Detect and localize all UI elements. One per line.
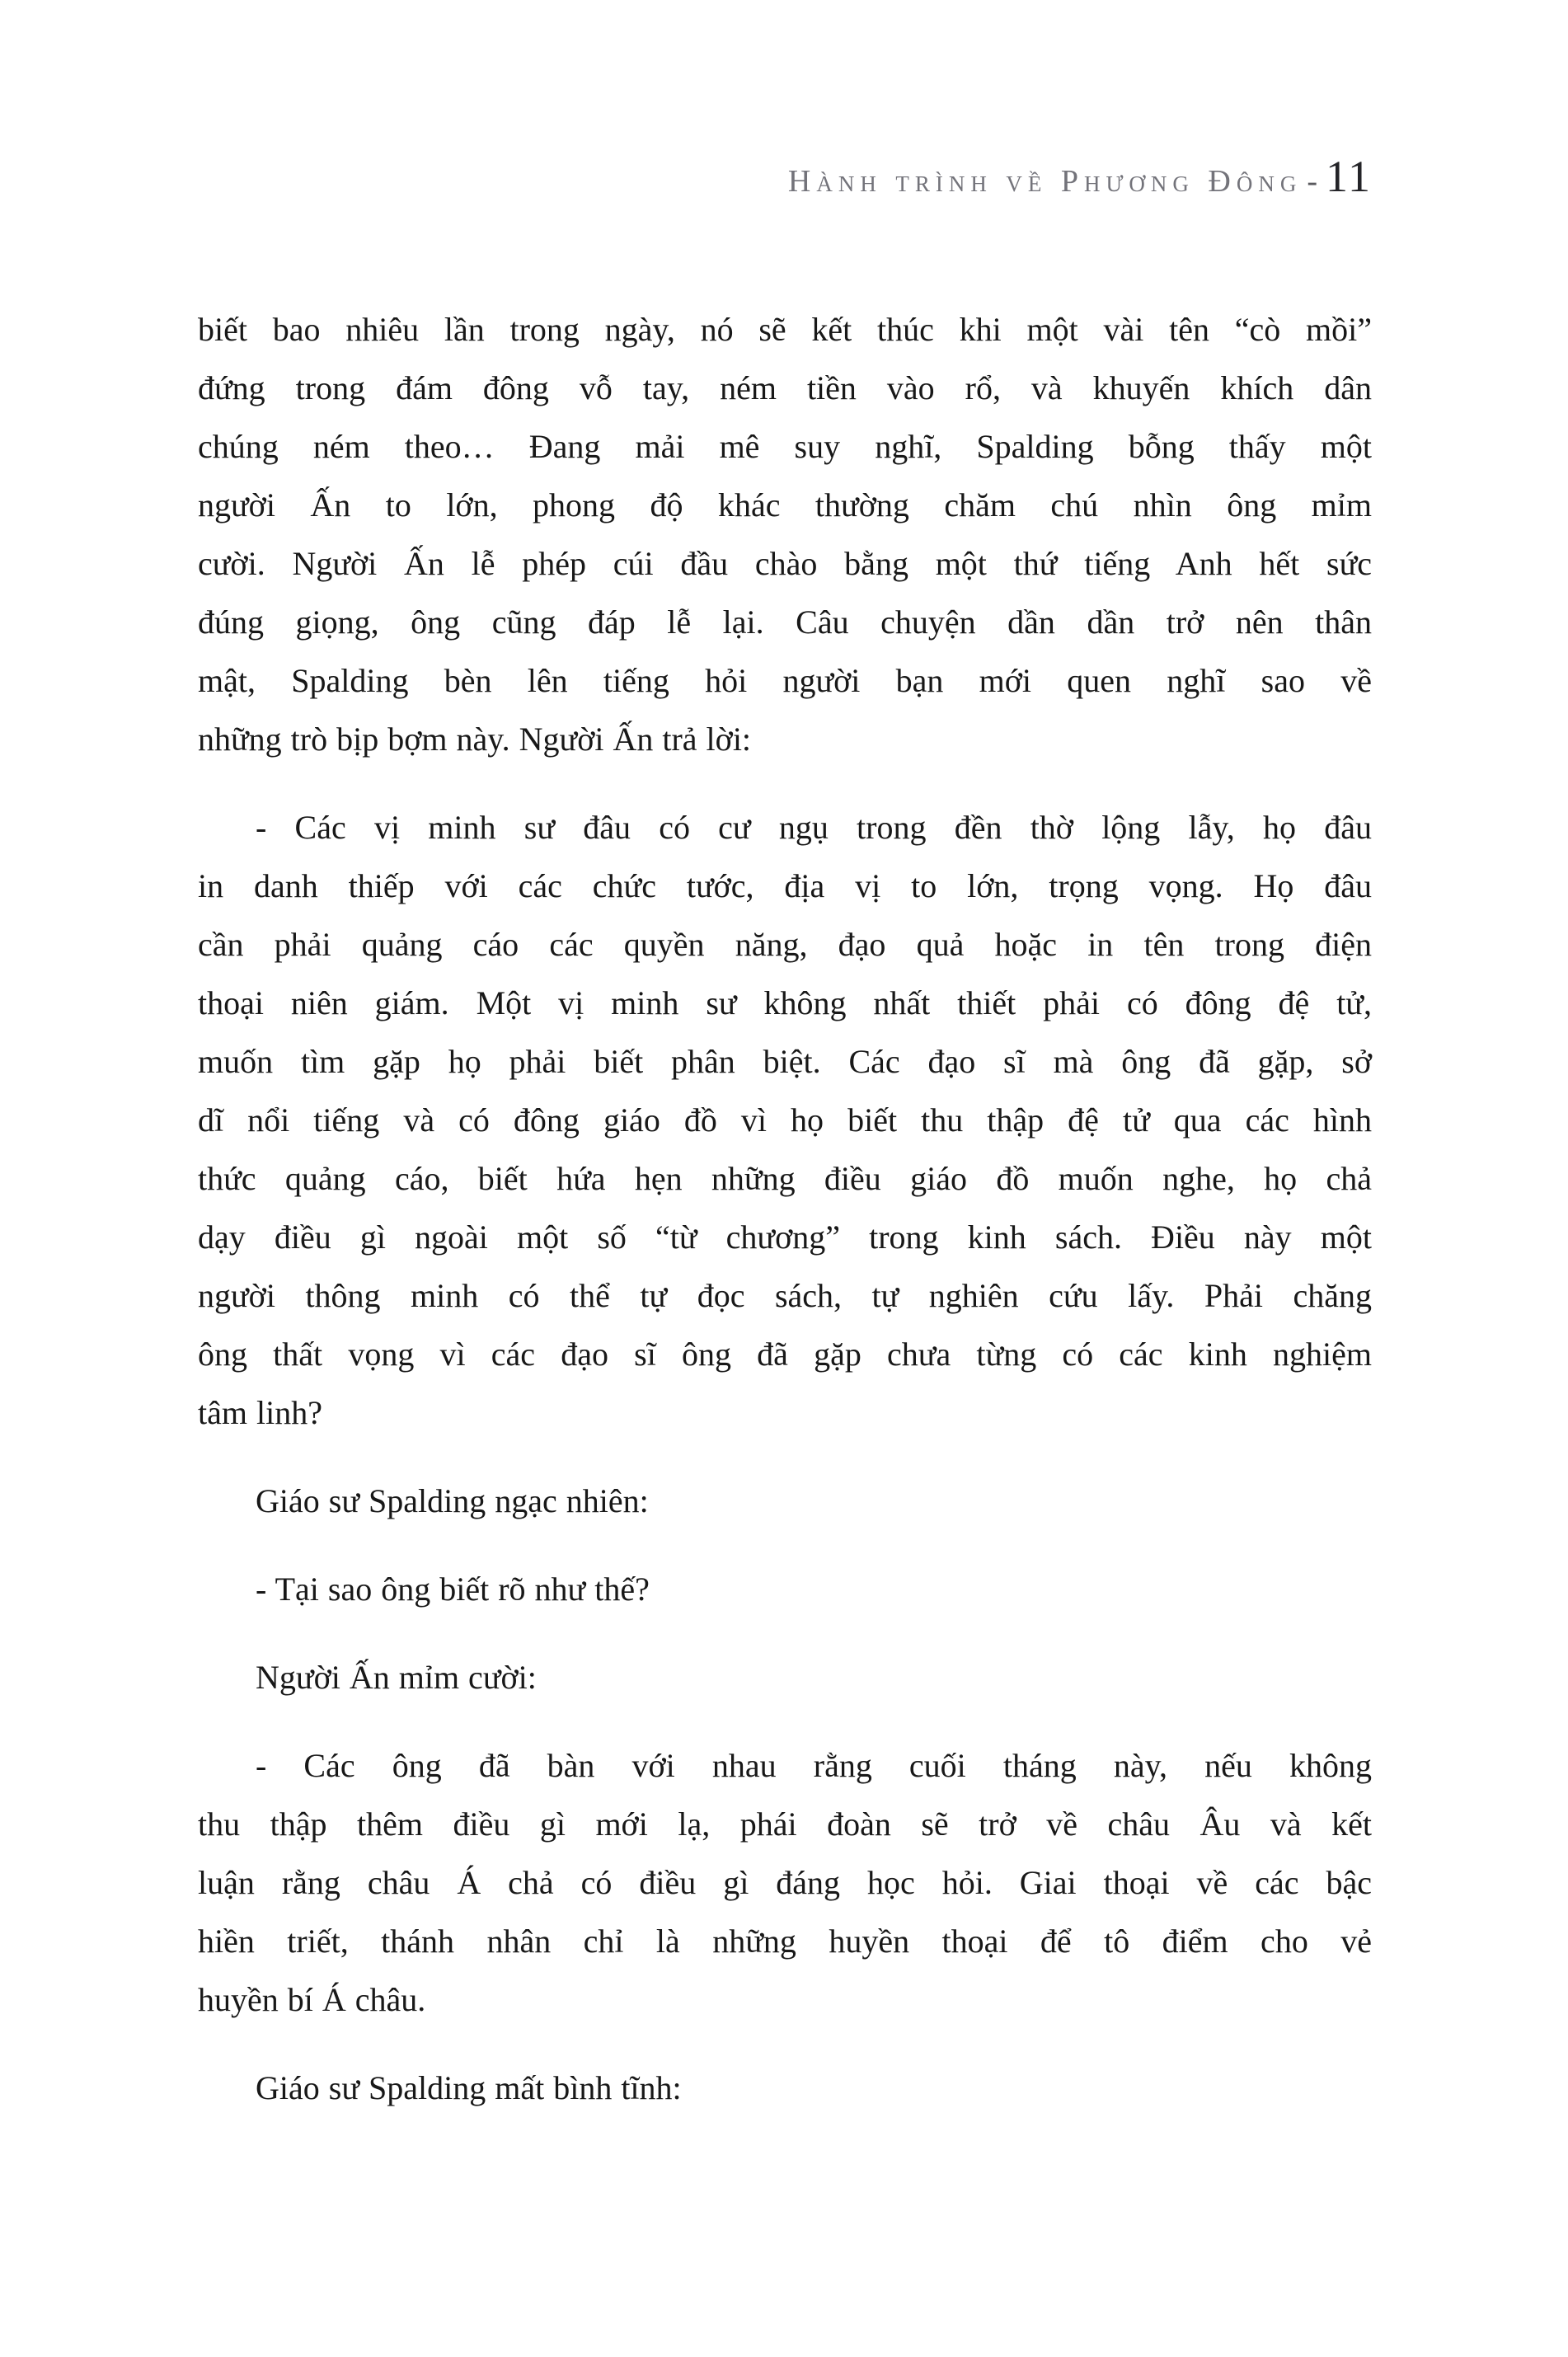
text-line: mật, Spalding bèn lên tiếng hỏi người bạn mới quen nghĩ sao về [198, 662, 1372, 699]
text-line: đúng giọng, ông cũng đáp lễ lại. Câu chuyện dần dần trở nên thân [198, 603, 1372, 641]
paragraph [198, 1736, 1372, 2029]
text-line: cần phải quảng cáo các quyền năng, đạo quả hoặc in tên trong điện [198, 926, 1372, 963]
header-book-title: Hành trình về Phương Đông [787, 164, 1303, 199]
text-line: người Ấn to lớn, phong độ khác thường chăm chú nhìn ông mỉm [198, 486, 1372, 524]
text-line: thu thập thêm điều gì mới lạ, phái đoàn sẽ trở về châu Âu và kết [198, 1805, 1372, 1843]
text-line: những trò bịp bợm này. Người Ấn trả lời: [198, 721, 752, 758]
text-line: đứng trong đám đông vỗ tay, ném tiền vào rổ, và khuyến khích dân [198, 369, 1372, 406]
page-number: 11 [1326, 152, 1372, 201]
text-line: hiền triết, thánh nhân chỉ là những huyền thoại để tô điểm cho vẻ [198, 1923, 1372, 1960]
paragraph [198, 1560, 1372, 1618]
text-line: tâm linh? [198, 1394, 322, 1431]
running-header [198, 153, 1372, 211]
text-line: dĩ nổi tiếng và có đông giáo đồ vì họ biết thu thập đệ tử qua các hình [198, 1101, 1372, 1139]
text-line: người thông minh có thể tự đọc sách, tự nghiên cứu lấy. Phải chăng [198, 1277, 1372, 1314]
text-line: thoại niên giám. Một vị minh sư không nhất thiết phải có đông đệ tử, [198, 984, 1372, 1021]
paragraph [198, 1472, 1372, 1530]
text-line: muốn tìm gặp họ phải biết phân biệt. Các đạo sĩ mà ông đã gặp, sở [198, 1043, 1372, 1080]
text-line: biết bao nhiêu lần trong ngày, nó sẽ kết thúc khi một vài tên “cò mồi” [198, 311, 1372, 348]
paragraph [198, 1648, 1372, 1707]
text-line: Người Ấn mỉm cười: [256, 1659, 537, 1696]
text-line: ông thất vọng vì các đạo sĩ ông đã gặp chưa từng có các kinh nghiệm [198, 1336, 1372, 1373]
text-line: - Tại sao ông biết rõ như thế? [256, 1571, 650, 1608]
text-line: Giáo sư Spalding mất bình tĩnh: [256, 2069, 682, 2106]
text-line: - Các vị minh sư đâu có cư ngụ trong đền thờ lộng lẫy, họ đâu [256, 809, 1372, 846]
text-line: dạy điều gì ngoài một số “từ chương” trong kinh sách. Điều này một [198, 1218, 1372, 1256]
paragraph [198, 300, 1372, 768]
text-line: huyền bí Á châu. [198, 1981, 426, 2018]
text-line: cười. Người Ấn lễ phép cúi đầu chào bằng một thứ tiếng Anh hết sức [198, 545, 1372, 582]
text-line: thức quảng cáo, biết hứa hẹn những điều giáo đồ muốn nghe, họ chả [198, 1160, 1372, 1197]
body-text-block [198, 300, 1372, 2117]
text-line: chúng ném theo… Đang mải mê suy nghĩ, Spalding bỗng thấy một [198, 428, 1372, 465]
paragraph [198, 2059, 1372, 2117]
text-line: in danh thiếp với các chức tước, địa vị to lớn, trọng vọng. Họ đâu [198, 867, 1372, 904]
text-line: luận rằng châu Á chả có điều gì đáng học hỏi. Giai thoại về các bậc [198, 1864, 1372, 1901]
text-line: - Các ông đã bàn với nhau rằng cuối tháng này, nếu không [256, 1747, 1372, 1784]
text-line: Giáo sư Spalding ngạc nhiên: [256, 1482, 649, 1519]
header-separator: - [1307, 164, 1317, 199]
paragraph [198, 798, 1372, 1442]
